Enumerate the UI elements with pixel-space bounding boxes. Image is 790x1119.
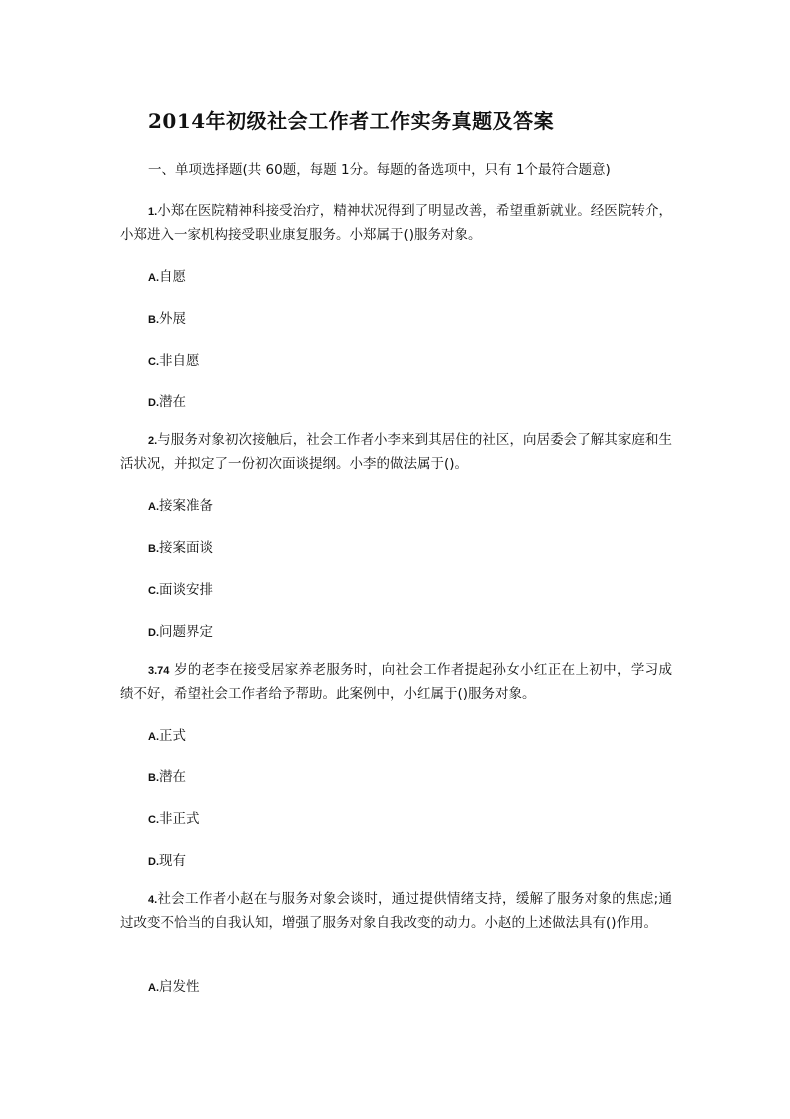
question-2-option-b <box>148 536 213 556</box>
question-text: 与服务对象初次接触后，社会工作者小李来到其居住的社区，向居委会了解其家庭和生活状况，并拟定了一份初次面谈提纲。小李的做法属于()。 <box>120 432 672 472</box>
question-3-stem <box>120 659 672 706</box>
question-number: 4. <box>148 894 158 906</box>
option-text: 自愿 <box>159 269 186 285</box>
document-title: 2014年初级社会工作者工作实务真题及答案 <box>148 109 555 133</box>
option-letter: A. <box>148 731 159 743</box>
question-1-option-c <box>148 349 200 369</box>
option-letter: C. <box>148 814 159 826</box>
question-3-option-c <box>148 807 200 827</box>
option-text: 非正式 <box>159 811 200 827</box>
option-text: 非自愿 <box>159 353 200 369</box>
section-heading: 一、单项选择题(共 60题，每题 1分。每题的备选项中，只有 1个最符合题意) <box>148 162 611 178</box>
question-number: 1. <box>148 206 158 218</box>
option-text: 潜在 <box>159 769 186 785</box>
question-4-stem <box>120 888 672 935</box>
option-letter: D. <box>148 627 159 639</box>
option-text: 外展 <box>159 311 186 327</box>
question-number: 3.74 <box>148 665 170 677</box>
option-letter: C. <box>148 356 159 368</box>
option-letter: B. <box>148 314 159 326</box>
question-1-option-d <box>148 390 186 410</box>
question-1-option-a <box>148 265 186 285</box>
question-3-option-a <box>148 724 186 744</box>
question-1-option-b <box>148 307 186 327</box>
option-text: 问题界定 <box>159 624 213 640</box>
question-2-stem <box>120 429 672 476</box>
question-3-option-d <box>148 849 186 869</box>
question-text: 岁的老李在接受居家养老服务时，向社会工作者提起孙女小红正在上初中，学习成绩不好，希望社会工作者给予帮助。此案例中，小红属于()服务对象。 <box>120 662 673 702</box>
question-text: 小郑在医院精神科接受治疗，精神状况得到了明显改善，希望重新就业。经医院转介，小郑进入一家机构接受职业康复服务。小郑属于()服务对象。 <box>120 203 672 243</box>
option-text: 接案准备 <box>159 498 213 514</box>
option-text: 接案面谈 <box>159 540 213 556</box>
option-text: 启发性 <box>159 979 200 995</box>
option-text: 现有 <box>159 853 186 869</box>
question-number: 2. <box>148 435 158 447</box>
option-letter: A. <box>148 272 159 284</box>
option-text: 面谈安排 <box>159 582 213 598</box>
option-text: 潜在 <box>159 394 186 410</box>
option-letter: D. <box>148 397 159 409</box>
question-2-option-d <box>148 620 213 640</box>
option-letter: B. <box>148 543 159 555</box>
question-2-option-c <box>148 578 213 598</box>
option-letter: A. <box>148 501 159 513</box>
option-letter: D. <box>148 856 159 868</box>
question-2-option-a <box>148 494 213 514</box>
question-3-option-b <box>148 765 186 785</box>
option-letter: C. <box>148 585 159 597</box>
question-text: 社会工作者小赵在与服务对象会谈时，通过提供情绪支持，缓解了服务对象的焦虑;通过改变不恰当的自我认知，增强了服务对象自我改变的动力。小赵的上述做法具有()作用。 <box>120 891 672 931</box>
option-text: 正式 <box>159 728 186 744</box>
question-1-stem <box>120 200 672 247</box>
option-letter: A. <box>148 982 159 994</box>
question-4-option-a <box>148 975 200 995</box>
option-letter: B. <box>148 772 159 784</box>
